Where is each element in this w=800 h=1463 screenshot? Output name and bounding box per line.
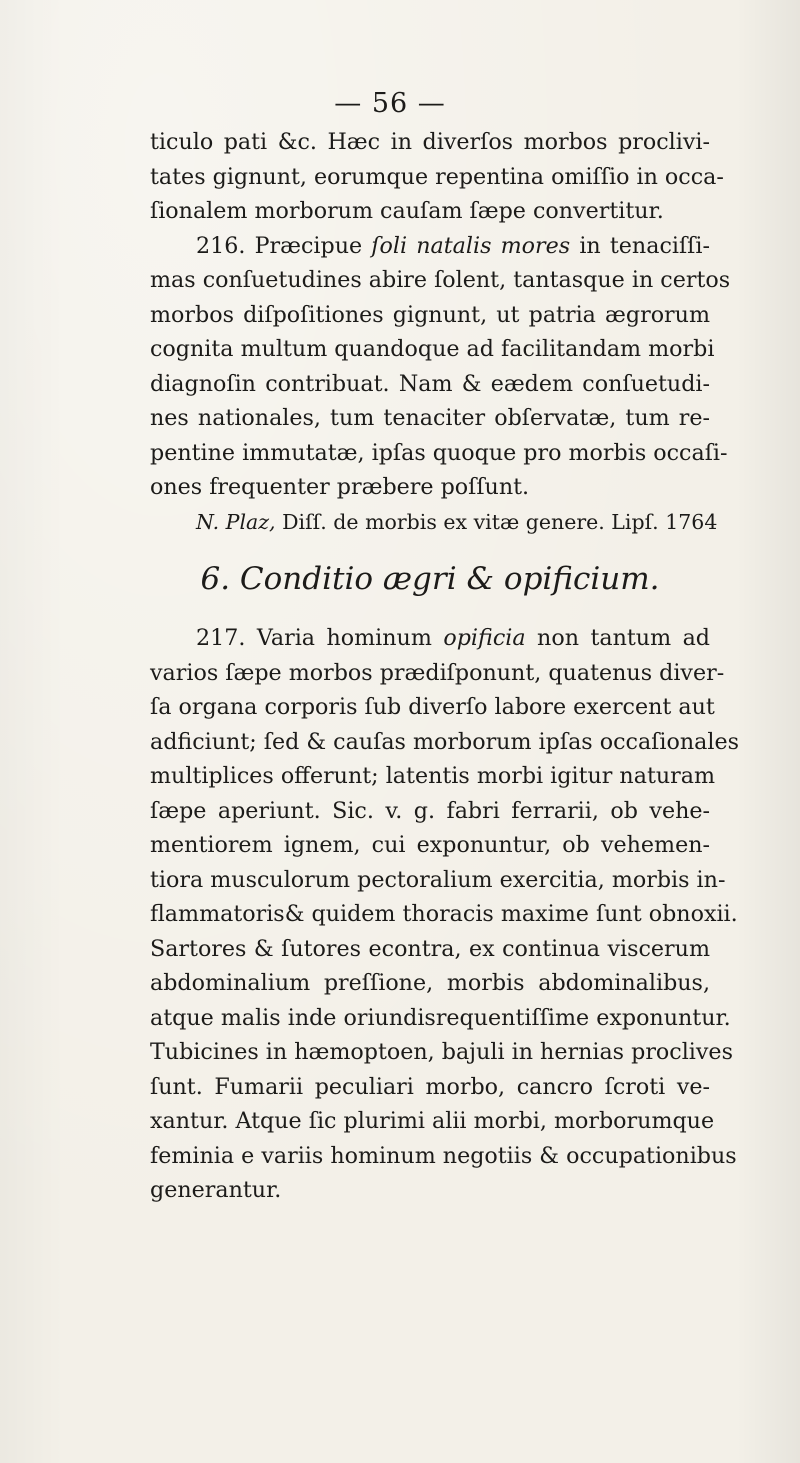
text-line: xantur. Atque ſic plurimi alii morbi, morborumque: [150, 1108, 715, 1134]
text-line: abdominalium preſſione, morbis abdominalibus,: [150, 970, 710, 996]
text-line: flammatoris& quidem thoracis maxime ſunt obnoxii.: [150, 901, 738, 927]
text-line: tates gignunt, eorumque repentina omiſſio in occa-: [150, 163, 724, 190]
text-run: Præcipue: [254, 232, 363, 259]
paragraph-217-first-line: [150, 621, 710, 656]
text-line: nes nationales, tum tenaciter obſervatæ, tum re-: [150, 405, 710, 431]
text-line: cognita multum quandoque ad facilitandam morbi: [150, 336, 715, 362]
text-line: ticulo pati &c. Hæc in diverſos morbos proclivi-: [150, 129, 710, 155]
italic-phrase: ſoli natalis mores: [371, 232, 571, 259]
page-number: — 56 —: [334, 88, 446, 119]
section-heading: 6. Conditio ægri & opificium.: [200, 561, 660, 597]
paragraph-number: 217.: [196, 625, 246, 651]
text-line: ſunt. Fumarii peculiari morbo, cancro ſcroti ve-: [150, 1073, 710, 1100]
text-run: in tenaciſſi-: [579, 232, 710, 259]
text-column: [150, 125, 739, 1208]
text-line: multiplices offerunt; latentis morbi igitur naturam: [150, 763, 716, 789]
text-line: atque malis inde oriundisrequentiſſime exponuntur.: [150, 1004, 731, 1031]
italic-word: opificia: [443, 625, 526, 651]
text-line: mentiorem ignem, cui exponuntur, ob vehemen-: [150, 832, 710, 858]
text-line: ones frequenter præbere poſſunt.: [150, 474, 530, 500]
text-line: morbos diſpoſitiones gignunt, ut patria ægrorum: [150, 301, 710, 328]
paragraph-number: 216.: [196, 232, 246, 259]
text-line: Tubicines in hæmoptoen, bajuli in hernias proclives: [150, 1039, 733, 1065]
text-line: generantur.: [150, 1177, 282, 1203]
citation-author: N. Plaz,: [196, 509, 276, 534]
text-line: pentine immutatæ, ipſas quoque pro morbis occaſi-: [150, 439, 728, 466]
text-line: adficiunt; ſed & cauſas morborum ipſas occaſionales: [150, 728, 739, 755]
text-line: ſionalem morborum cauſam ſæpe convertitur.: [150, 198, 664, 224]
text-line: varios ſæpe morbos prædiſponunt, quatenus diver-: [150, 659, 725, 686]
text-line: tiora musculorum pectoralium exercitia, morbis in-: [150, 866, 726, 893]
text-line: feminia e variis hominum negotiis & occupationibus: [150, 1142, 737, 1169]
text-run: non tantum ad: [537, 625, 711, 651]
citation-text: Diſſ. de morbis ex vitæ genere. Lipſ. 1764: [282, 509, 718, 534]
text-line: ſa organa corporis ſub diverſo labore exercent aut: [150, 694, 715, 720]
text-line: ſæpe aperiunt. Sic. v. g. fabri ferrarii, ob vehe-: [150, 797, 710, 824]
citation: [150, 505, 718, 540]
paragraph-216-first-line: [150, 229, 710, 264]
text-run: Varia hominum: [256, 625, 432, 651]
text-line: diagnoſin contribuat. Nam & eædem conſuetudi-: [150, 370, 710, 397]
text-line: mas conſuetudines abire ſolent, tantasque in certos: [150, 267, 731, 293]
text-line: Sartores & ſutores econtra, ex continua viscerum: [150, 935, 710, 962]
